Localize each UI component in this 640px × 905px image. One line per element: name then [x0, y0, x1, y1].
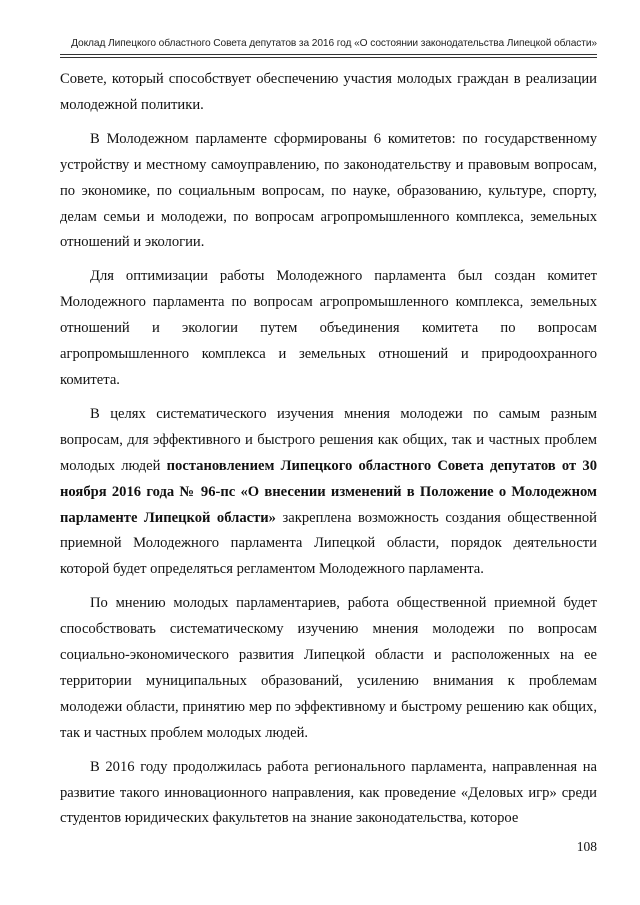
- paragraph-committees: В Молодежном парламенте сформированы 6 комитетов: по государственному устройству и местному самоуправлению, по законодательству и правовым вопросам, по экономике, по социальным вопросам, по науке, образованию, культуре, спорту, делам семьи и молодежи, по вопросам агропромышленного комплекса, земельных отношений и экологии.: [60, 130, 597, 251]
- paragraph-text: В целях систематического изучения мнения молодежи по самым разным вопросам, для эффективного и быстрого решения как общих, так и частных проблем молодых людей: [60, 405, 597, 474]
- paragraph-optimization: Для оптимизации работы Молодежного парламента был создан комитет Молодежного парламента по вопросам агропромышленного комплекса, земельных отношений и экологии путем объединения комитета по вопросам агропромышленного комплекса и земельных отношений и природоохранного комитета.: [60, 268, 597, 388]
- page-number: 108: [576, 839, 597, 854]
- resolution-reference: постановлением Липецкого областного Совета депутатов от 30 ноября 2016 года № 96-пс «О внесении изменений в Положение о Молодежном парламенте Липецкой области»: [60, 457, 597, 526]
- header-rule: [60, 54, 597, 58]
- paragraph-business-games: В 2016 году продолжилась работа регионального парламента, направленная на развитие такого инновационного направления, как проведение «Деловых игр» среди студентов юридических факультетов на знание законодательства, которое: [60, 758, 597, 827]
- paragraph-public-reception: [60, 402, 597, 583]
- body-text: [60, 67, 597, 832]
- paragraph-parliamentarians-opinion: По мнению молодых парламентариев, работа общественной приемной будет способствовать систематическому изучению мнения молодежи по вопросам социально-экономического развития Липецкой области и расположенных на ее территории муниципальных образований, усилению внимания к проблемам молодежи области, принятию мер по эффективному и быстрому решению как общих, так и частных проблем молодых людей.: [60, 595, 597, 741]
- paragraph-text: закреплена возможность создания общественной приемной Молодежного парламента Липецкой области, порядок деятельности которой будет определяться регламентом Молодежного парламента.: [60, 509, 597, 578]
- paragraph-continuation: Совете, который способствует обеспечению участия молодых граждан в реализации молодежной политики.: [60, 71, 597, 113]
- running-header: Доклад Липецкого областного Совета депутатов за 2016 год «О состоянии законодательства Липецкой области»: [71, 38, 597, 49]
